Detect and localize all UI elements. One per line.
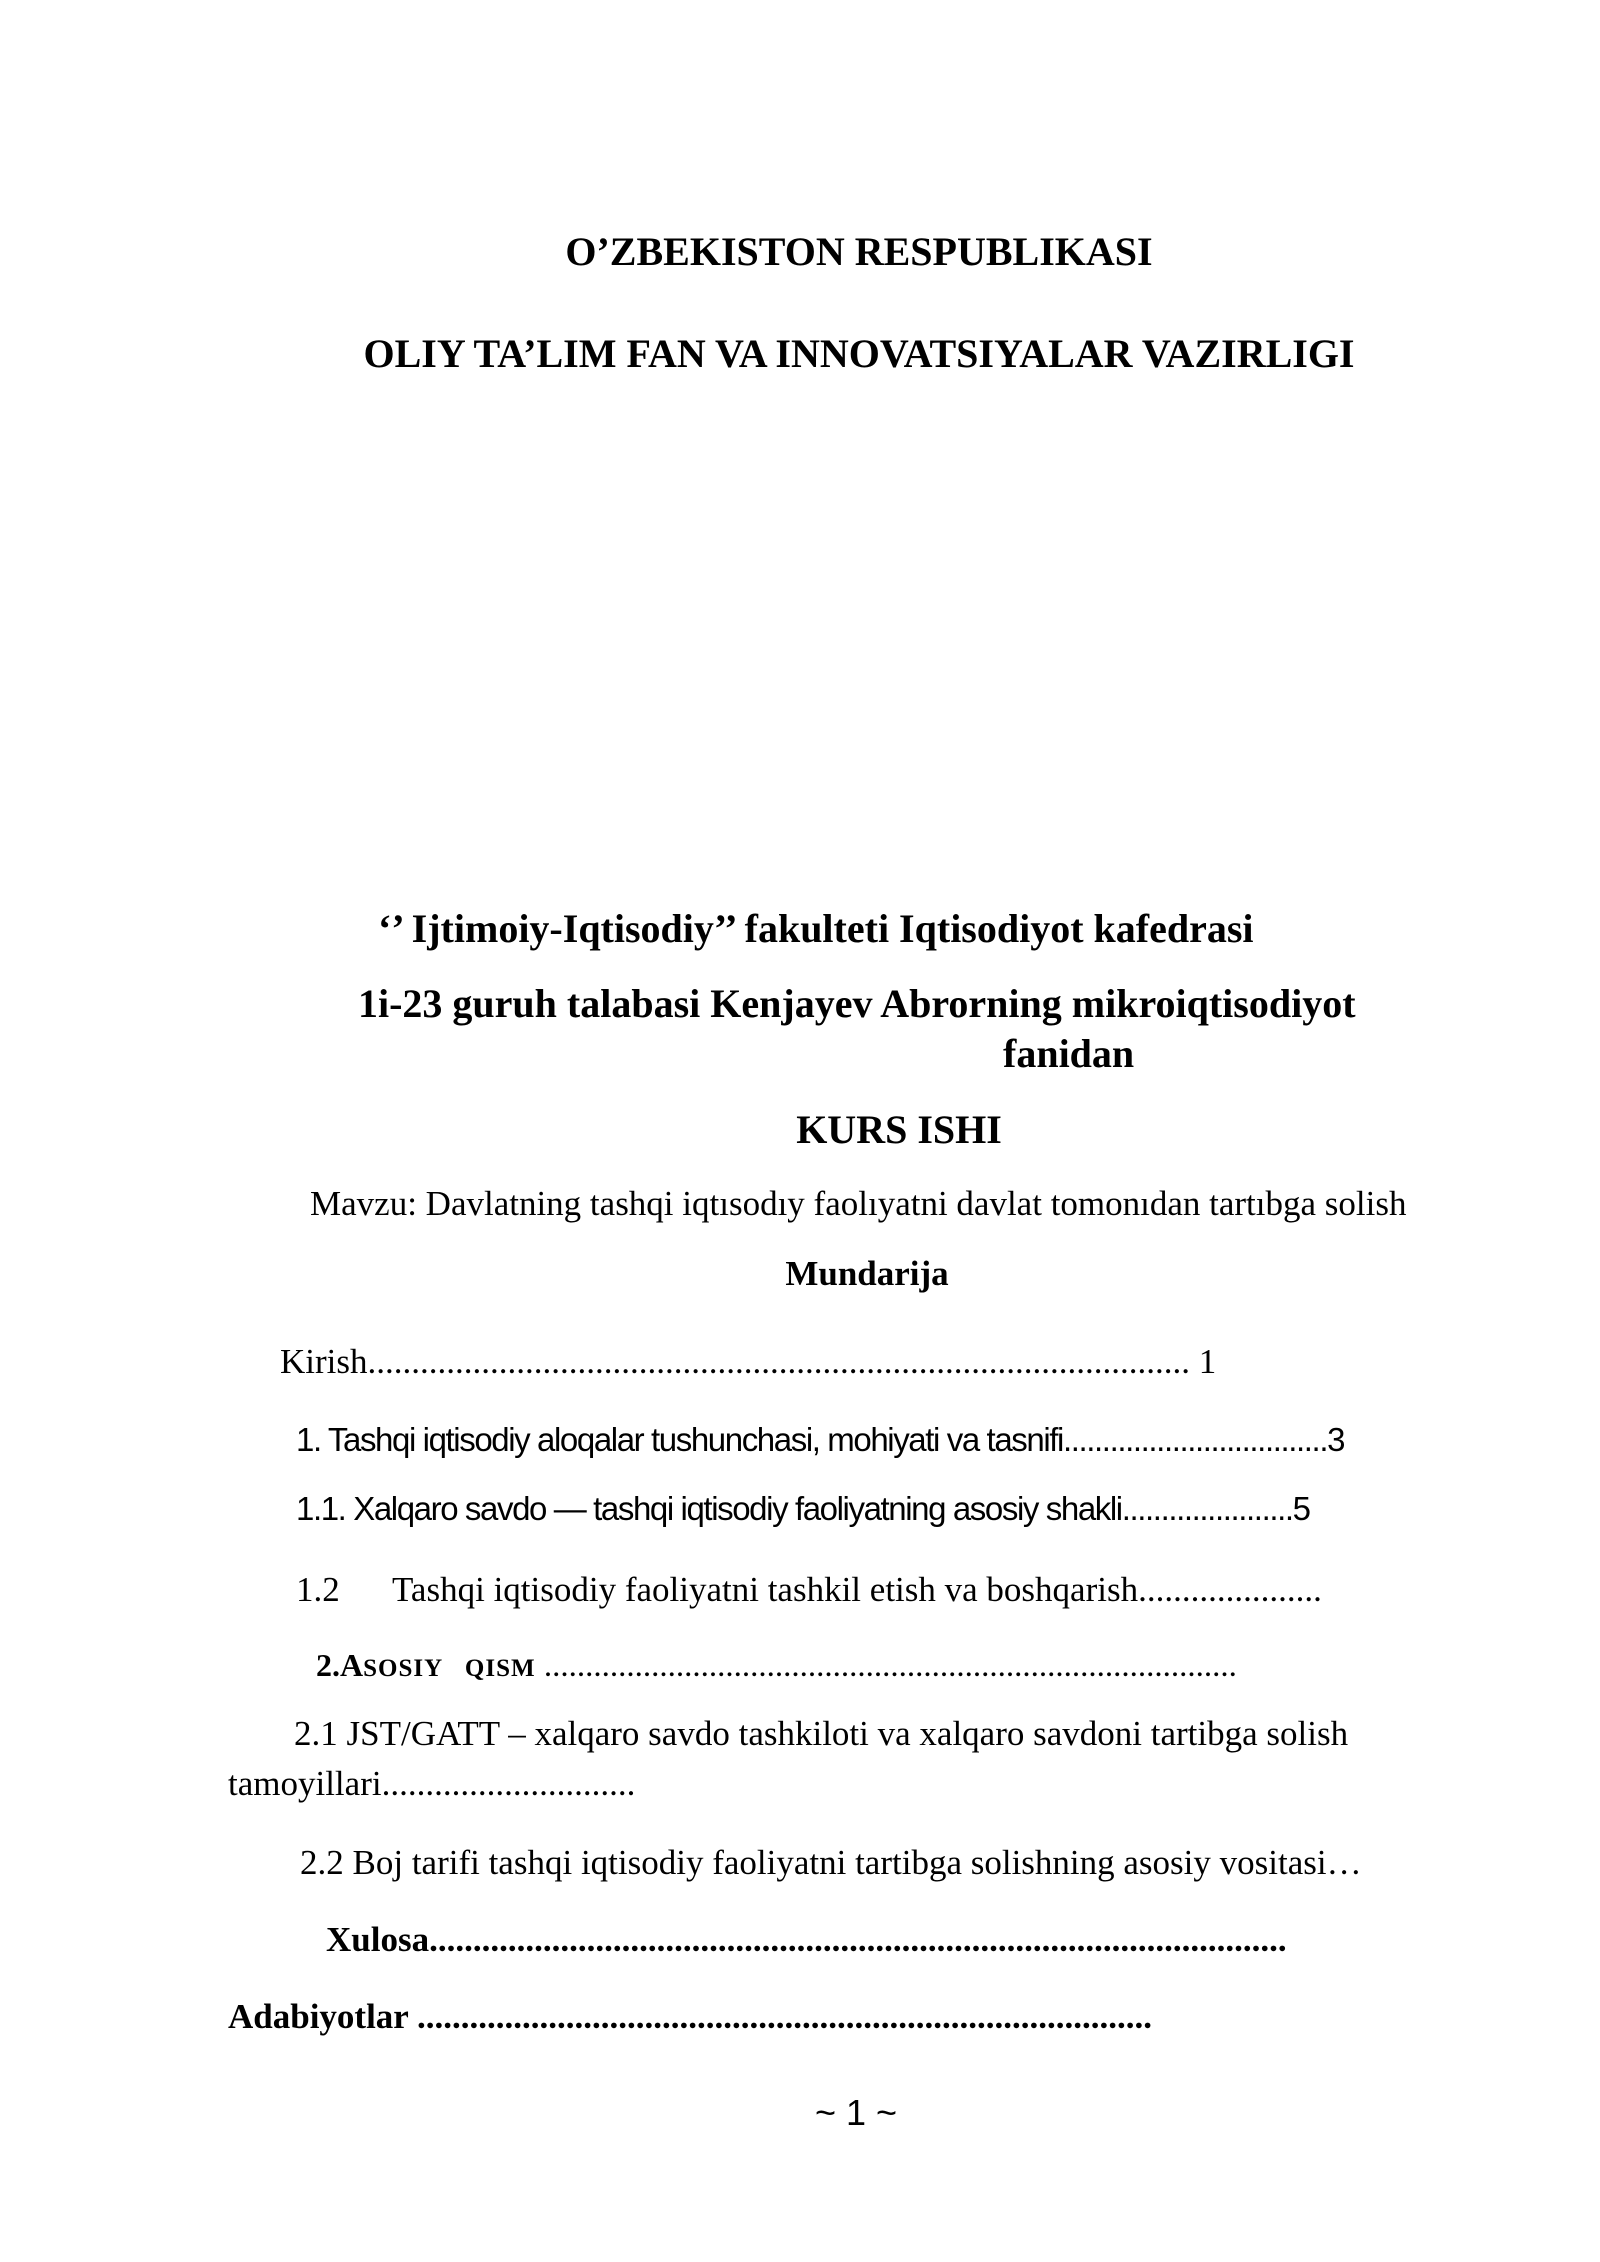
student-line: 1i-23 guruh talabasi Kenjayev Abrorning mikroiqtisodiyot: [358, 981, 1356, 1026]
toc-entry-1-1: 1.1. Xalqaro savdo — tashqi iqtisodiy faoliyatning asosiy shakli......................5: [296, 1490, 1310, 1527]
toc-entry-2-1: 2.1 JST/GATT – xalqaro savdo tashkiloti va xalqaro savdoni tartibga solish: [294, 1714, 1349, 1753]
toc-entry-1: 1. Tashqi iqtisodiy aloqalar tushunchasi, mohiyati va tasnifi..................................3: [296, 1421, 1345, 1458]
student-line-continuation: fanidan: [1003, 1031, 1135, 1076]
page-number: ~ 1 ~: [814, 2092, 898, 2133]
toc-entry-xulosa: Xulosa..................................................................................................: [326, 1920, 1287, 1959]
topic-line: Mavzu: Davlatning tashqi iqtısodıy faolıyatni davlat tomonıdan tartıbga solish: [310, 1184, 1407, 1223]
ministry-country-heading: O’ZBEKISTON RESPUBLIKASI: [565, 229, 1153, 274]
toc-entry-1-2-text: Tashqi iqtisodiy faoliyatni tashkil etish va boshqarish.....................: [392, 1570, 1322, 1609]
toc-entry-1-2-number: 1.2: [296, 1570, 340, 1609]
toc-asosiy-number: 2.A: [316, 1647, 364, 1683]
work-type-title: KURS ISHI: [796, 1107, 1002, 1152]
toc-heading: Mundarija: [785, 1254, 949, 1293]
toc-entry-2-1-continuation: tamoyillari.............................: [228, 1764, 636, 1803]
toc-asosiy-dots: ....................................................................................: [535, 1648, 1237, 1684]
faculty-line: ‘’ Ijtimoiy-Iqtisodiy’’ fakulteti Iqtisodiyot kafedrasi: [378, 906, 1254, 951]
toc-entry-adabiyotlar: Adabiyotlar ....................................................................................: [228, 1997, 1152, 2036]
toc-entry-2-2: 2.2 Boj tarifi tashqi iqtisodiy faoliyatni tartibga solishning asosiy vositasi…: [300, 1843, 1362, 1882]
toc-entry-kirish: Kirish.............................................................................................. 1: [280, 1342, 1217, 1381]
toc-entry-asosiy-qism: [316, 1647, 1237, 1685]
ministry-name-heading: OLIY TA’LIM FAN VA INNOVATSIYALAR VAZIRLIGI: [363, 331, 1355, 376]
toc-asosiy-word: SOSIY: [363, 1655, 444, 1682]
toc-qism-word: QISM: [464, 1655, 536, 1682]
toc-entry-1-2: [296, 1570, 1322, 1610]
